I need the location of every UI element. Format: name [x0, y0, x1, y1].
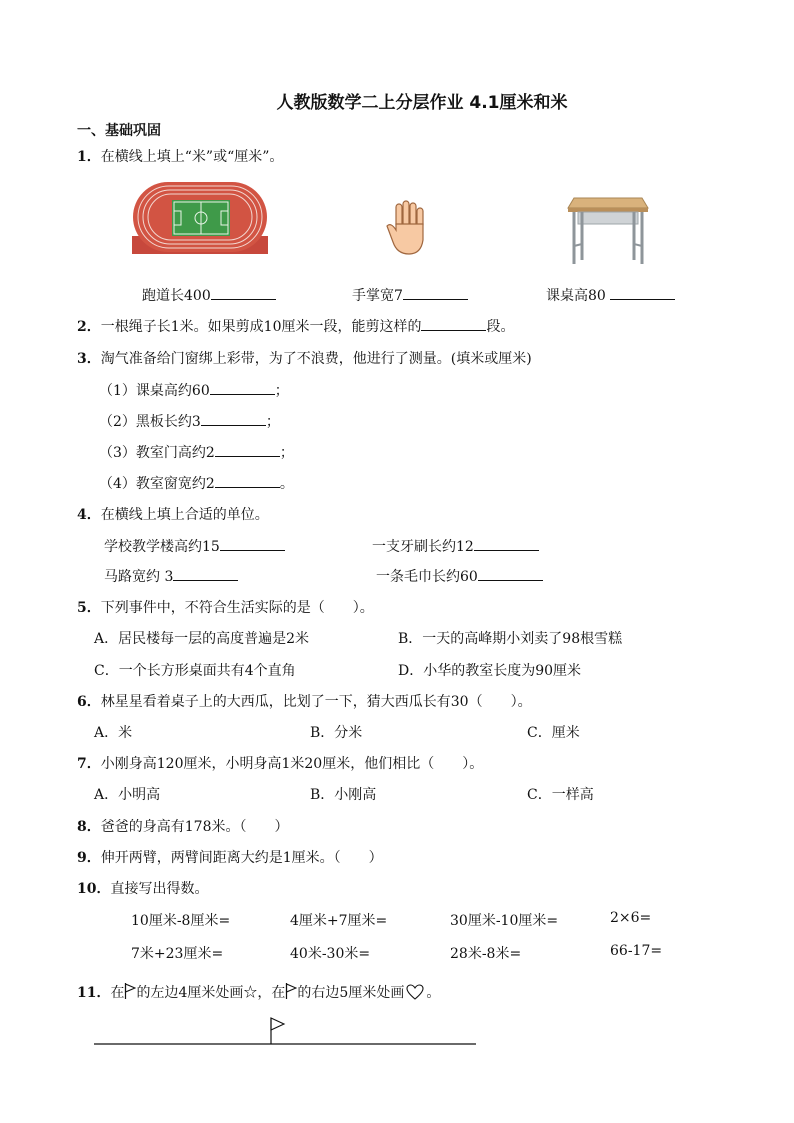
calc-item: 7米+23厘米= [131, 946, 224, 962]
answer-blank[interactable] [474, 536, 539, 551]
q4-item: 一支牙刷长约12 [372, 536, 539, 556]
question-2: 2．一根绳子长1米。如果剪成10厘米一段，能剪这样的 段。 [77, 316, 514, 336]
question-7: 7．小刚身高120厘米，小明身高1米20厘米，他们相比（ ）。 [77, 756, 484, 772]
q6-option-a[interactable]: A．米 [94, 725, 133, 741]
drawing-line[interactable] [94, 1014, 478, 1048]
flag-icon [124, 983, 136, 999]
caption-desk: 课桌高80 [546, 285, 675, 305]
calc-item: 40米-30米= [290, 946, 371, 962]
heart-icon [406, 984, 424, 1000]
question-5: 5．下列事件中，不符合生活实际的是（ ）。 [77, 600, 374, 616]
q7-option-b[interactable]: B．小刚高 [310, 787, 377, 803]
answer-blank[interactable] [478, 566, 543, 581]
answer-blank[interactable] [403, 285, 468, 300]
question-10: 10．直接写出得数。 [77, 881, 209, 897]
q4-item: 一条毛巾长约60 [376, 566, 543, 586]
desk-image [566, 194, 650, 268]
q3-item: （1）课桌高约60 ； [99, 380, 289, 400]
q4-item: 学校教学楼高约15 [104, 536, 285, 556]
q6-option-c[interactable]: C．厘米 [527, 725, 580, 741]
flag-icon [271, 1018, 284, 1044]
question-6: 6．林星星看着桌子上的大西瓜，比划了一下，猜大西瓜长有30（ ）。 [77, 694, 532, 710]
calc-item: 28米-8米= [450, 946, 522, 962]
answer-blank[interactable] [610, 285, 675, 300]
page-title: 人教版数学二上分层作业 4.1厘米和米 [276, 93, 568, 113]
section-heading: 一、基础巩固 [77, 123, 161, 139]
calc-item: 2×6= [610, 910, 652, 926]
question-11: 11．在 的左边4厘米处画☆，在 的右边5厘米处画 。 [77, 985, 441, 1001]
answer-blank[interactable] [215, 473, 280, 488]
answer-blank[interactable] [173, 566, 238, 581]
calc-item: 10厘米-8厘米= [131, 913, 231, 929]
q7-option-a[interactable]: A．小明高 [94, 787, 161, 803]
q6-option-b[interactable]: B．分米 [310, 725, 363, 741]
q5-option-c[interactable]: C．一个长方形桌面共有4个直角 [94, 663, 296, 679]
question-1: 1．在横线上填上“米”或“厘米”。 [77, 149, 284, 165]
calc-item: 66-17= [610, 943, 663, 959]
q4-item: 马路宽约 3 [104, 566, 238, 586]
q5-option-d[interactable]: D．小华的教室长度为90厘米 [398, 663, 582, 679]
running-track-image [132, 180, 268, 256]
flag-icon [285, 983, 297, 999]
caption-hand: 手掌宽7 [352, 285, 468, 305]
answer-blank[interactable] [220, 536, 285, 551]
answer-blank[interactable] [211, 285, 276, 300]
q5-option-b[interactable]: B．一天的高峰期小刘卖了98根雪糕 [398, 631, 623, 647]
caption-track: 跑道长400 [142, 285, 276, 305]
answer-blank[interactable] [215, 442, 280, 457]
question-4: 4．在横线上填上合适的单位。 [77, 507, 269, 523]
hand-image [383, 200, 433, 256]
q3-item: （2）黑板长约3 ； [99, 411, 280, 431]
question-3: 3．淘气准备给门窗绑上彩带，为了不浪费，他进行了测量。(填米或厘米) [77, 351, 532, 367]
question-8: 8．爸爸的身高有178米。（ ） [77, 819, 289, 835]
q5-option-a[interactable]: A．居民楼每一层的高度普遍是2米 [94, 631, 310, 647]
q3-item: （4）教室窗宽约2 。 [99, 473, 294, 493]
calc-item: 30厘米-10厘米= [450, 913, 559, 929]
question-9: 9．伸开两臂，两臂间距离大约是1厘米。（ ） [77, 850, 383, 866]
answer-blank[interactable] [201, 411, 266, 426]
answer-blank[interactable] [421, 316, 486, 331]
answer-blank[interactable] [210, 380, 275, 395]
q3-item: （3）教室门高约2 ； [99, 442, 294, 462]
q7-option-c[interactable]: C．一样高 [527, 787, 594, 803]
calc-item: 4厘米+7厘米= [290, 913, 388, 929]
